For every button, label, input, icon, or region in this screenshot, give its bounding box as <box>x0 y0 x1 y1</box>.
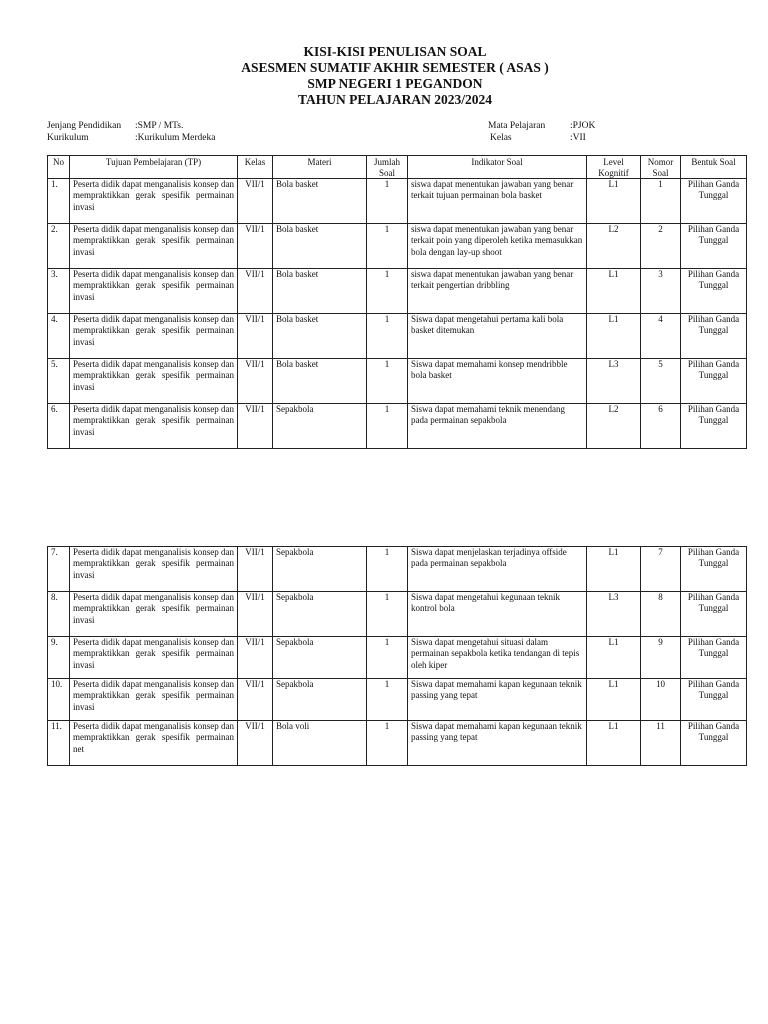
meta-row-kurikulum <box>47 133 215 145</box>
title-line-1: KISI-KISI PENULISAN SOAL <box>303 44 487 59</box>
meta-left <box>47 121 215 144</box>
meta-right <box>488 121 595 144</box>
cell-no: 2. <box>48 224 70 269</box>
cell-level: L1 <box>587 314 641 359</box>
cell-level: L2 <box>587 404 641 449</box>
cell-bentuk: Pilihan Ganda Tunggal <box>681 679 747 721</box>
cell-no: 3. <box>48 269 70 314</box>
cell-level: L1 <box>587 721 641 766</box>
title-line-3: SMP NEGERI 1 PEGANDON <box>307 76 483 91</box>
cell-jumlah: 1 <box>367 179 408 224</box>
cell-no: 4. <box>48 314 70 359</box>
cell-bentuk: Pilihan Ganda Tunggal <box>681 179 747 224</box>
title-line-4: TAHUN PELAJARAN 2023/2024 <box>297 92 492 107</box>
cell-level: L1 <box>587 637 641 679</box>
table-row <box>48 359 747 404</box>
cell-tujuan: Peserta didik dapat menganalisis konsep dan mempraktikkan gerak spesifik permainan invasi <box>70 404 238 449</box>
header-nomor: Nomor Soal <box>641 156 681 179</box>
cell-indikator: Siswa dapat memahami konsep mendribble bola basket <box>408 359 587 404</box>
kelas-label: Kelas <box>490 132 512 143</box>
cell-no: 9. <box>48 637 70 679</box>
cell-materi: Sepakbola <box>273 637 367 679</box>
header-kelas: Kelas <box>238 156 273 179</box>
cell-nomor: 4 <box>641 314 681 359</box>
cell-nomor: 6 <box>641 404 681 449</box>
meta-row-jenjang <box>47 121 215 133</box>
mapel-value: :PJOK <box>570 121 596 131</box>
cell-jumlah: 1 <box>367 314 408 359</box>
table-row <box>48 179 747 224</box>
kisi-kisi-table-1 <box>47 155 747 449</box>
cell-jumlah: 1 <box>367 224 408 269</box>
cell-kelas: VII/1 <box>238 592 273 637</box>
cell-level: L1 <box>587 179 641 224</box>
cell-level: L3 <box>587 359 641 404</box>
cell-indikator: siswa dapat menentukan jawaban yang benar terkait tujuan permainan bola basket <box>408 179 587 224</box>
cell-jumlah: 1 <box>367 721 408 766</box>
cell-nomor: 2 <box>641 224 681 269</box>
cell-jumlah: 1 <box>367 404 408 449</box>
cell-jumlah: 1 <box>367 359 408 404</box>
table-header-row <box>48 156 747 179</box>
kurikulum-value: :Kurikulum Merdeka <box>135 132 216 143</box>
cell-indikator: siswa dapat menentukan jawaban yang benar terkait poin yang diperoleh ketika memasukkan bola dengan lay-up shoot <box>408 224 587 269</box>
cell-level: L3 <box>587 592 641 637</box>
cell-no: 7. <box>48 547 70 592</box>
cell-kelas: VII/1 <box>238 679 273 721</box>
cell-tujuan: Peserta didik dapat menganalisis konsep dan mempraktikkan gerak spesifik permainan invasi <box>70 179 238 224</box>
cell-indikator: Siswa dapat memahami kapan kegunaan teknik passing yang tepat <box>408 721 587 766</box>
table-row <box>48 224 747 269</box>
cell-no: 8. <box>48 592 70 637</box>
cell-indikator: Siswa dapat mengetahui kegunaan teknik kontrol bola <box>408 592 587 637</box>
table-row <box>48 547 747 592</box>
cell-materi: Bola basket <box>273 224 367 269</box>
cell-nomor: 5 <box>641 359 681 404</box>
cell-bentuk: Pilihan Ganda Tunggal <box>681 359 747 404</box>
cell-jumlah: 1 <box>367 269 408 314</box>
cell-bentuk: Pilihan Ganda Tunggal <box>681 404 747 449</box>
cell-nomor: 11 <box>641 721 681 766</box>
cell-jumlah: 1 <box>367 637 408 679</box>
cell-level: L1 <box>587 269 641 314</box>
cell-kelas: VII/1 <box>238 224 273 269</box>
cell-bentuk: Pilihan Ganda Tunggal <box>681 314 747 359</box>
cell-no: 1. <box>48 179 70 224</box>
table-row <box>48 592 747 637</box>
cell-kelas: VII/1 <box>238 404 273 449</box>
cell-tujuan: Peserta didik dapat menganalisis konsep dan mempraktikkan gerak spesifik permainan net <box>70 721 238 766</box>
kelas-value: :VII <box>570 132 586 143</box>
cell-indikator: Siswa dapat menjelaskan terjadinya offside pada permainan sepakbola <box>408 547 587 592</box>
table-row <box>48 314 747 359</box>
cell-bentuk: Pilihan Ganda Tunggal <box>681 547 747 592</box>
meta-row-kelas <box>488 133 595 145</box>
document-title <box>0 44 768 108</box>
cell-kelas: VII/1 <box>238 359 273 404</box>
cell-nomor: 3 <box>641 269 681 314</box>
cell-tujuan: Peserta didik dapat menganalisis konsep dan mempraktikkan gerak spesifik permainan invasi <box>70 592 238 637</box>
cell-no: 11. <box>48 721 70 766</box>
cell-bentuk: Pilihan Ganda Tunggal <box>681 269 747 314</box>
header-materi: Materi <box>273 156 367 179</box>
mapel-label: Mata Pelajaran <box>488 121 546 131</box>
header-level: Level Kognitif <box>587 156 641 179</box>
header-no: No <box>48 156 70 179</box>
header-indikator: Indikator Soal <box>408 156 587 179</box>
table-row <box>48 637 747 679</box>
cell-indikator: Siswa dapat memahami kapan kegunaan teknik passing yang tepat <box>408 679 587 721</box>
cell-tujuan: Peserta didik dapat menganalisis konsep dan mempraktikkan gerak spesifik permainan invasi <box>70 547 238 592</box>
cell-materi: Bola voli <box>273 721 367 766</box>
cell-tujuan: Peserta didik dapat menganalisis konsep dan mempraktikkan gerak spesifik permainan invasi <box>70 224 238 269</box>
cell-kelas: VII/1 <box>238 547 273 592</box>
cell-materi: Sepakbola <box>273 679 367 721</box>
cell-materi: Bola basket <box>273 314 367 359</box>
table-row <box>48 269 747 314</box>
cell-nomor: 9 <box>641 637 681 679</box>
cell-tujuan: Peserta didik dapat menganalisis konsep dan mempraktikkan gerak spesifik permainan invasi <box>70 314 238 359</box>
cell-kelas: VII/1 <box>238 179 273 224</box>
cell-materi: Bola basket <box>273 359 367 404</box>
jenjang-label: Jenjang Pendidikan <box>47 121 122 131</box>
cell-bentuk: Pilihan Ganda Tunggal <box>681 224 747 269</box>
cell-tujuan: Peserta didik dapat menganalisis konsep dan mempraktikkan gerak spesifik permainan invasi <box>70 359 238 404</box>
cell-level: L1 <box>587 547 641 592</box>
cell-indikator: siswa dapat menentukan jawaban yang benar terkait pengertian dribbling <box>408 269 587 314</box>
cell-no: 10. <box>48 679 70 721</box>
cell-materi: Bola basket <box>273 269 367 314</box>
cell-bentuk: Pilihan Ganda Tunggal <box>681 721 747 766</box>
cell-tujuan: Peserta didik dapat menganalisis konsep dan mempraktikkan gerak spesifik permainan invasi <box>70 269 238 314</box>
table-row <box>48 404 747 449</box>
header-jumlah: Jumlah Soal <box>367 156 408 179</box>
cell-nomor: 7 <box>641 547 681 592</box>
cell-materi: Bola basket <box>273 179 367 224</box>
cell-jumlah: 1 <box>367 679 408 721</box>
cell-kelas: VII/1 <box>238 721 273 766</box>
cell-no: 6. <box>48 404 70 449</box>
cell-materi: Sepakbola <box>273 592 367 637</box>
cell-jumlah: 1 <box>367 547 408 592</box>
cell-materi: Sepakbola <box>273 547 367 592</box>
cell-indikator: Siswa dapat mengetahui pertama kali bola basket ditemukan <box>408 314 587 359</box>
header-bentuk: Bentuk Soal <box>681 156 747 179</box>
cell-kelas: VII/1 <box>238 269 273 314</box>
table-row <box>48 679 747 721</box>
cell-level: L1 <box>587 679 641 721</box>
cell-indikator: Siswa dapat mengetahui situasi dalam permainan sepakbola ketika tendangan di tepis oleh kiper <box>408 637 587 679</box>
cell-jumlah: 1 <box>367 592 408 637</box>
header-tujuan: Tujuan Pembelajaran (TP) <box>70 156 238 179</box>
kurikulum-label: Kurikulum <box>47 132 89 143</box>
cell-kelas: VII/1 <box>238 314 273 359</box>
jenjang-value: :SMP / MTs. <box>135 121 184 131</box>
kisi-kisi-table-2 <box>47 546 747 766</box>
meta-row-mapel <box>488 121 595 133</box>
cell-indikator: Siswa dapat memahami teknik menendang pada permainan sepakbola <box>408 404 587 449</box>
table-row <box>48 721 747 766</box>
cell-tujuan: Peserta didik dapat menganalisis konsep dan mempraktikkan gerak spesifik permainan invasi <box>70 637 238 679</box>
cell-tujuan: Peserta didik dapat menganalisis konsep dan mempraktikkan gerak spesifik permainan invasi <box>70 679 238 721</box>
cell-no: 5. <box>48 359 70 404</box>
cell-nomor: 8 <box>641 592 681 637</box>
title-line-2: ASESMEN SUMATIF AKHIR SEMESTER ( ASAS ) <box>241 60 549 75</box>
cell-level: L2 <box>587 224 641 269</box>
cell-bentuk: Pilihan Ganda Tunggal <box>681 592 747 637</box>
cell-nomor: 1 <box>641 179 681 224</box>
cell-kelas: VII/1 <box>238 637 273 679</box>
cell-bentuk: Pilihan Ganda Tunggal <box>681 637 747 679</box>
cell-materi: Sepakbola <box>273 404 367 449</box>
cell-nomor: 10 <box>641 679 681 721</box>
